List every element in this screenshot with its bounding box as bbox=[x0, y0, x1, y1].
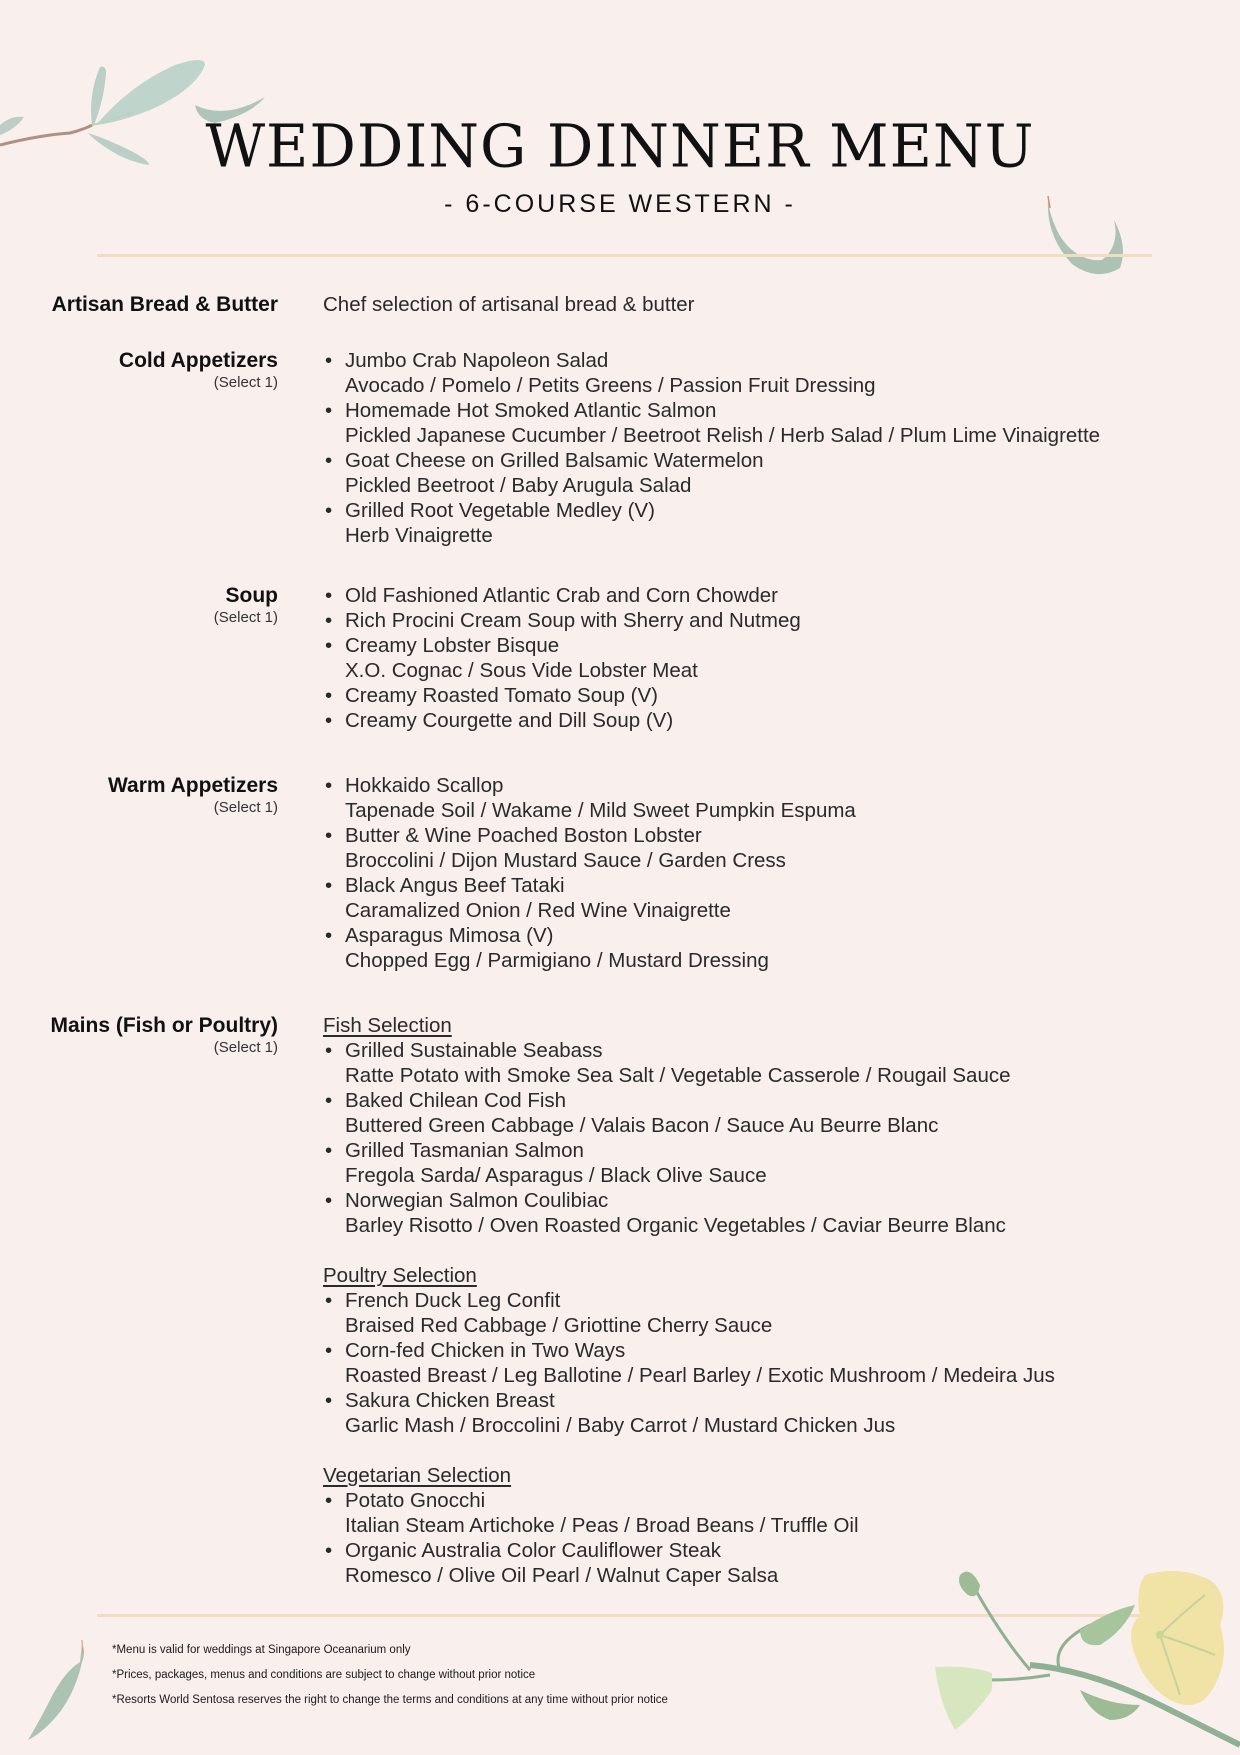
selection-group-label: Vegetarian Selection bbox=[323, 1464, 512, 1487]
dish-name: • Corn-fed Chicken in Two Ways bbox=[323, 1338, 1223, 1363]
course-title: Mains (Fish or Poultry) bbox=[50, 1014, 278, 1037]
dish-name: • Butter & Wine Poached Boston Lobster bbox=[323, 823, 1223, 848]
dish-name: • Creamy Roasted Tomato Soup (V) bbox=[323, 683, 1223, 708]
dish-name: • French Duck Leg Confit bbox=[323, 1288, 1223, 1313]
dish-name: • Rich Procini Cream Soup with Sherry and Nutmeg bbox=[323, 608, 1223, 633]
course-title: Artisan Bread & Butter bbox=[51, 293, 278, 316]
footnotes bbox=[112, 1638, 668, 1713]
dish-name: • Organic Australia Color Cauliflower Steak bbox=[323, 1538, 1223, 1563]
dish-accompaniments: Herb Vinaigrette bbox=[345, 524, 493, 547]
dish-name: • Baked Chilean Cod Fish bbox=[323, 1088, 1223, 1113]
dish-name: • Grilled Tasmanian Salmon bbox=[323, 1138, 1223, 1163]
flower-icon bbox=[930, 1555, 1240, 1755]
course-title: Warm Appetizers bbox=[108, 774, 278, 797]
course-select-note: (Select 1) bbox=[213, 1039, 278, 1056]
dish-accompaniments: Fregola Sarda/ Asparagus / Black Olive Sauce bbox=[345, 1164, 767, 1187]
dish-accompaniments: Roasted Breast / Leg Ballotine / Pearl Barley / Exotic Mushroom / Medeira Jus bbox=[345, 1364, 1055, 1387]
dish-accompaniments: Buttered Green Cabbage / Valais Bacon / Sauce Au Beurre Blanc bbox=[345, 1114, 939, 1137]
single-leaf-icon bbox=[20, 1640, 100, 1745]
menu-line: Chef selection of artisanal bread & butter bbox=[323, 293, 695, 316]
dish-name: • Grilled Sustainable Seabass bbox=[323, 1038, 1223, 1063]
dish-name: • Potato Gnocchi bbox=[323, 1488, 1223, 1513]
dish-name: • Creamy Lobster Bisque bbox=[323, 633, 1223, 658]
course-items bbox=[323, 773, 1223, 973]
course-items bbox=[323, 292, 1223, 317]
dish-accompaniments: Romesco / Olive Oil Pearl / Walnut Caper Salsa bbox=[345, 1564, 779, 1587]
dish-name: • Jumbo Crab Napoleon Salad bbox=[323, 348, 1223, 373]
course-select-note: (Select 1) bbox=[213, 609, 278, 626]
page-title: WEDDING DINNER MENU bbox=[205, 111, 1035, 181]
dish-accompaniments: Broccolini / Dijon Mustard Sauce / Garden Cress bbox=[345, 849, 786, 872]
dish-accompaniments: Barley Risotto / Oven Roasted Organic Vegetables / Caviar Beurre Blanc bbox=[345, 1214, 1006, 1237]
dish-name: • Black Angus Beef Tataki bbox=[323, 873, 1223, 898]
dish-accompaniments: X.O. Cognac / Sous Vide Lobster Meat bbox=[345, 659, 698, 682]
dish-accompaniments: Chopped Egg / Parmigiano / Mustard Dressing bbox=[345, 949, 769, 972]
dish-name: • Creamy Courgette and Dill Soup (V) bbox=[323, 708, 1223, 733]
dish-name: • Old Fashioned Atlantic Crab and Corn Chowder bbox=[323, 583, 1223, 608]
selection-group-label: Poultry Selection bbox=[323, 1264, 477, 1287]
course-heading bbox=[214, 583, 278, 627]
course-items bbox=[323, 348, 1223, 548]
footnote: *Menu is valid for weddings at Singapore Oceanarium only bbox=[112, 1644, 411, 1656]
dish-accompaniments: Braised Red Cabbage / Griottine Cherry Sauce bbox=[345, 1314, 773, 1337]
course-heading bbox=[50, 1013, 278, 1057]
spacer bbox=[323, 1238, 1223, 1263]
page-subtitle: - 6-COURSE WESTERN - bbox=[444, 190, 796, 218]
course-select-note: (Select 1) bbox=[213, 799, 278, 816]
course-items bbox=[323, 1013, 1223, 1588]
dish-name: • Hokkaido Scallop bbox=[323, 773, 1223, 798]
course-heading bbox=[119, 348, 278, 392]
dish-accompaniments: Pickled Beetroot / Baby Arugula Salad bbox=[345, 474, 692, 497]
course-title: Soup bbox=[225, 584, 278, 607]
course-heading bbox=[108, 773, 278, 817]
dish-accompaniments: Garlic Mash / Broccolini / Baby Carrot / Mustard Chicken Jus bbox=[345, 1414, 896, 1437]
dish-accompaniments: Italian Steam Artichoke / Peas / Broad Beans / Truffle Oil bbox=[345, 1514, 859, 1537]
dish-name: • Homemade Hot Smoked Atlantic Salmon bbox=[323, 398, 1223, 423]
dish-name: • Grilled Root Vegetable Medley (V) bbox=[323, 498, 1223, 523]
dish-accompaniments: Tapenade Soil / Wakame / Mild Sweet Pumpkin Espuma bbox=[345, 799, 856, 822]
dish-name: • Norwegian Salmon Coulibiac bbox=[323, 1188, 1223, 1213]
dish-accompaniments: Caramalized Onion / Red Wine Vinaigrette bbox=[345, 899, 731, 922]
dish-accompaniments: Ratte Potato with Smoke Sea Salt / Vegetable Casserole / Rougail Sauce bbox=[345, 1064, 1011, 1087]
dish-name: • Goat Cheese on Grilled Balsamic Watermelon bbox=[323, 448, 1223, 473]
dish-accompaniments: Avocado / Pomelo / Petits Greens / Passion Fruit Dressing bbox=[345, 374, 876, 397]
course-heading bbox=[52, 292, 278, 317]
dish-accompaniments: Pickled Japanese Cucumber / Beetroot Relish / Herb Salad / Plum Lime Vinaigrette bbox=[345, 424, 1101, 447]
spacer bbox=[323, 1438, 1223, 1463]
course-select-note: (Select 1) bbox=[213, 374, 278, 391]
dish-name: • Asparagus Mimosa (V) bbox=[323, 923, 1223, 948]
footnote: *Prices, packages, menus and conditions are subject to change without prior notice bbox=[112, 1669, 536, 1681]
course-title: Cold Appetizers bbox=[118, 349, 278, 372]
selection-group-label: Fish Selection bbox=[323, 1014, 452, 1037]
dish-name: • Sakura Chicken Breast bbox=[323, 1388, 1223, 1413]
top-divider bbox=[97, 254, 1152, 257]
course-items bbox=[323, 583, 1223, 733]
footnote: *Resorts World Sentosa reserves the right to change the terms and conditions at any time without prior notice bbox=[112, 1694, 668, 1706]
